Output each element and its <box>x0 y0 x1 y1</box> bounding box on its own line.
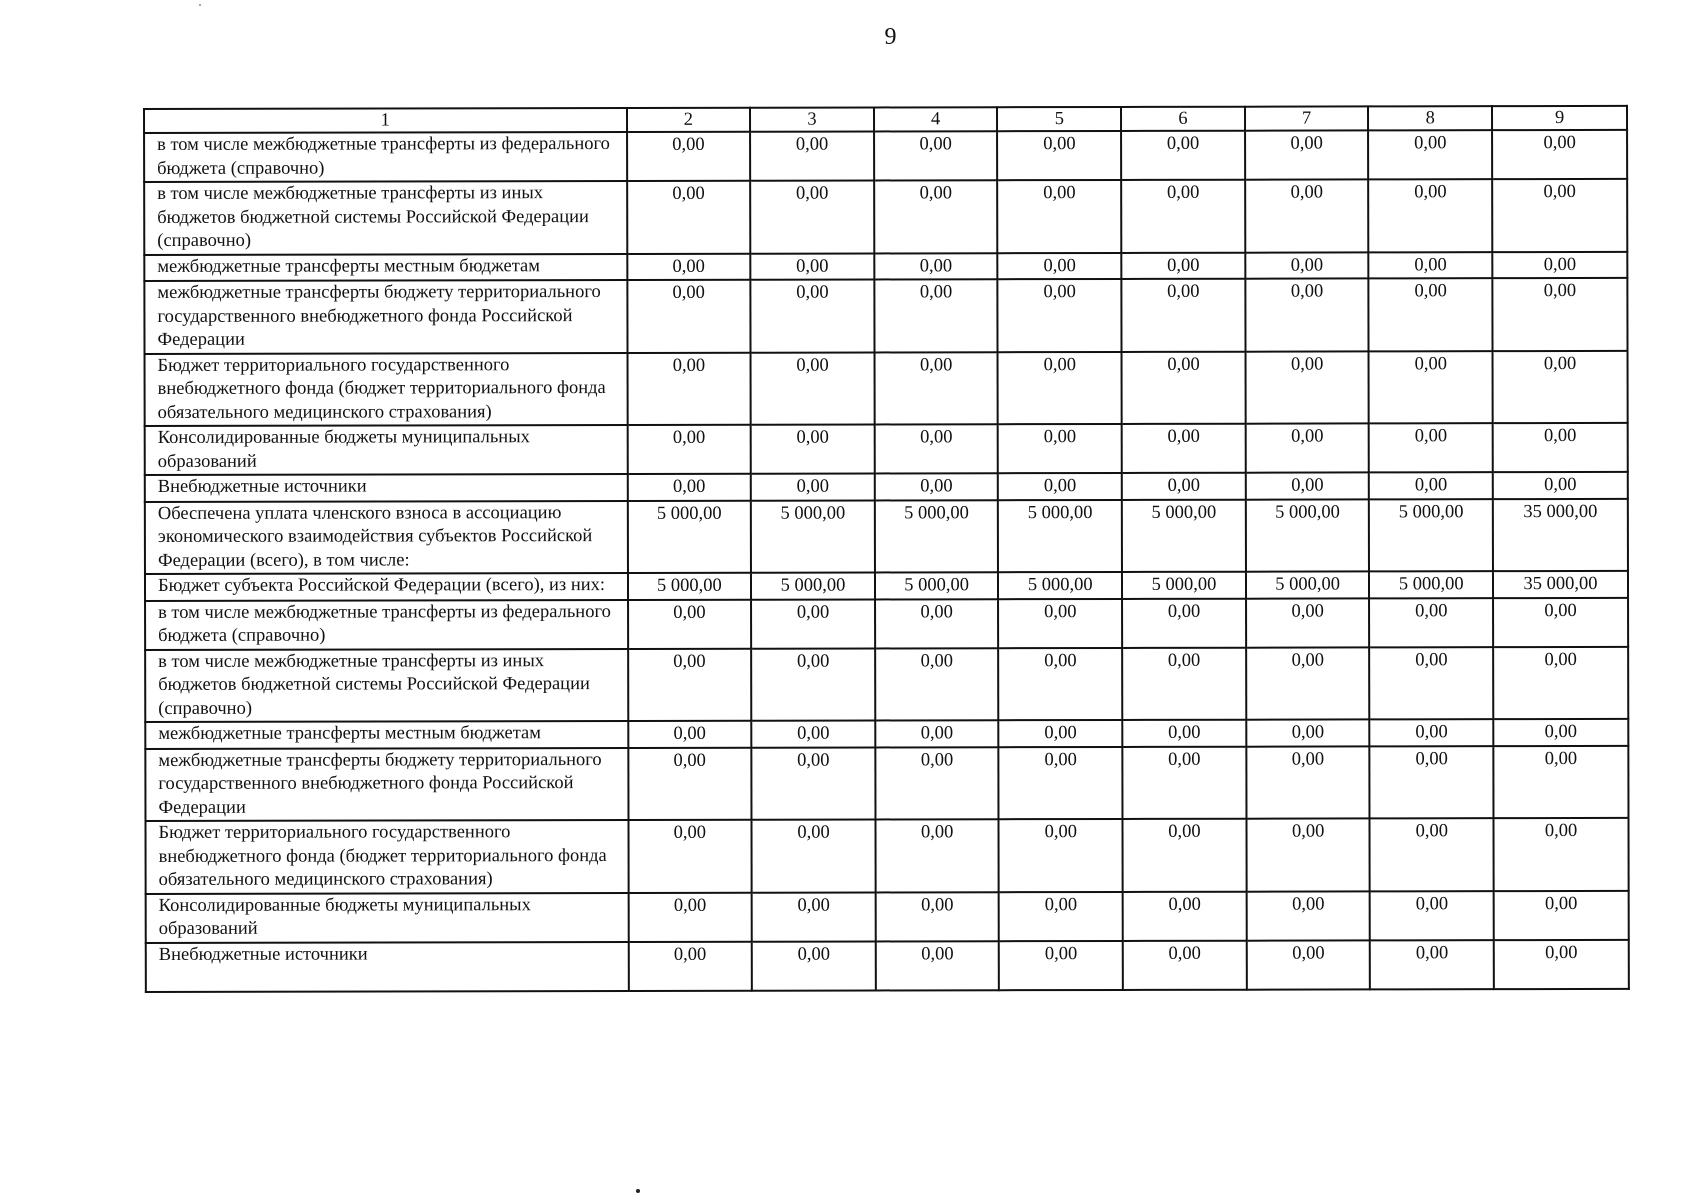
value-cell: 5 000,00 <box>1122 572 1246 599</box>
value-cell: 0,00 <box>999 746 1123 819</box>
value-cell: 0,00 <box>875 720 999 747</box>
value-cell: 5 000,00 <box>875 572 999 599</box>
column-header-5: 5 <box>997 107 1121 131</box>
value-cell: 0,00 <box>1492 130 1627 179</box>
value-cell: 0,00 <box>627 181 751 254</box>
table-row <box>145 646 1628 722</box>
column-header-4: 4 <box>874 107 998 131</box>
value-cell: 0,00 <box>627 253 751 280</box>
value-cell: 0,00 <box>1370 746 1494 819</box>
row-label: Бюджет территориального государственного внебюджетного фонда (бюджет территориального фонда обязательного медицинского страхования) <box>145 352 628 426</box>
column-header-9: 9 <box>1492 106 1627 130</box>
value-cell: 0,00 <box>1494 818 1629 891</box>
value-cell: 0,00 <box>752 892 876 941</box>
value-cell: 0,00 <box>1247 940 1371 989</box>
value-cell: 5 000,00 <box>1246 499 1370 572</box>
value-cell: 0,00 <box>627 474 751 501</box>
value-cell: 0,00 <box>628 892 752 941</box>
value-cell: 0,00 <box>1493 472 1628 499</box>
value-cell: 0,00 <box>1494 890 1629 939</box>
value-cell: 0,00 <box>750 253 874 280</box>
row-label: Обеспечена уплата членского взноса в ассоциацию экономического взаимодействия субъектов Российской Федерации (всего), в том числе: <box>145 500 628 574</box>
page-number: 9 <box>884 24 897 50</box>
value-cell: 0,00 <box>752 941 876 990</box>
value-cell: 0,00 <box>1121 180 1245 253</box>
value-cell: 5 000,00 <box>751 572 875 599</box>
budget-table <box>143 105 1630 993</box>
value-cell: 0,00 <box>1123 819 1247 892</box>
value-cell: 0,00 <box>1245 130 1369 179</box>
value-cell: 5 000,00 <box>627 500 751 573</box>
value-cell: 0,00 <box>1122 598 1246 647</box>
row-label: Бюджет территориального государственного внебюджетного фонда (бюджет территориального фонда обязательного медицинского страхования) <box>145 820 628 894</box>
value-cell: 0,00 <box>1492 179 1627 252</box>
value-cell: 0,00 <box>1493 597 1628 646</box>
value-cell: 0,00 <box>1121 279 1245 352</box>
value-cell: 0,00 <box>1246 647 1370 720</box>
value-cell: 0,00 <box>752 819 876 892</box>
value-cell: 0,00 <box>751 424 875 473</box>
value-cell: 0,00 <box>1121 252 1245 279</box>
value-cell: 35 000,00 <box>1493 571 1628 598</box>
value-cell: 0,00 <box>1493 745 1628 818</box>
row-label: в том числе межбюджетные трансферты из иных бюджетов бюджетной системы Российской Федерации (справочно) <box>145 648 628 722</box>
value-cell: 0,00 <box>1122 720 1246 747</box>
value-cell: 0,00 <box>998 351 1122 424</box>
table-row <box>145 597 1628 649</box>
scan-speck <box>199 4 201 6</box>
row-label: межбюджетные трансферты бюджету территориального государственного внебюджетного фонда Российской Федерации <box>145 747 628 821</box>
value-cell: 0,00 <box>998 473 1122 500</box>
table-row <box>145 498 1628 574</box>
value-cell: 0,00 <box>874 424 998 473</box>
value-cell: 0,00 <box>875 648 999 721</box>
value-cell: 5 000,00 <box>1122 499 1246 572</box>
value-cell: 0,00 <box>1245 423 1369 472</box>
value-cell: 0,00 <box>1493 719 1628 746</box>
value-cell: 0,00 <box>999 647 1123 720</box>
value-cell: 0,00 <box>999 940 1123 989</box>
value-cell: 5 000,00 <box>998 499 1122 572</box>
column-header-7: 7 <box>1245 106 1369 130</box>
value-cell: 0,00 <box>751 747 875 820</box>
value-cell: 0,00 <box>628 820 752 893</box>
value-cell: 0,00 <box>627 132 751 181</box>
value-cell: 0,00 <box>1369 278 1493 351</box>
value-cell: 0,00 <box>874 352 998 425</box>
value-cell: 0,00 <box>751 473 875 500</box>
value-cell: 0,00 <box>1122 647 1246 720</box>
table-body <box>144 130 1629 992</box>
row-label: межбюджетные трансферты местным бюджетам <box>144 253 627 281</box>
value-cell: 0,00 <box>998 424 1122 473</box>
value-cell: 5 000,00 <box>998 572 1122 599</box>
column-header-1: 1 <box>144 108 627 133</box>
value-cell: 5 000,00 <box>875 500 999 573</box>
value-cell: 0,00 <box>1245 278 1369 351</box>
table-row <box>145 571 1628 601</box>
row-label: Бюджет субъекта Российской Федерации (всего), из них: <box>145 573 628 601</box>
table-row <box>145 423 1628 475</box>
value-cell: 0,00 <box>1245 252 1369 279</box>
row-label: Консолидированные бюджеты муниципальных образований <box>145 425 628 475</box>
table-row <box>144 278 1627 354</box>
value-cell: 0,00 <box>999 891 1123 940</box>
value-cell: 0,00 <box>999 720 1123 747</box>
document-sheet <box>143 105 1630 993</box>
value-cell: 0,00 <box>1122 473 1246 500</box>
value-cell: 0,00 <box>1493 423 1628 472</box>
value-cell: 0,00 <box>1368 130 1492 179</box>
value-cell: 0,00 <box>874 180 998 253</box>
value-cell: 0,00 <box>1245 351 1369 424</box>
value-cell: 0,00 <box>750 180 874 253</box>
row-label: в том числе межбюджетные трансферты из федерального бюджета (справочно) <box>144 132 627 182</box>
value-cell: 0,00 <box>751 279 875 352</box>
row-label: межбюджетные трансферты местным бюджетам <box>145 721 628 749</box>
value-cell: 0,00 <box>998 279 1122 352</box>
value-cell: 0,00 <box>628 941 752 990</box>
value-cell: 0,00 <box>998 180 1122 253</box>
table-row <box>145 350 1628 426</box>
value-cell: 0,00 <box>628 747 752 820</box>
value-cell: 0,00 <box>1369 598 1493 647</box>
value-cell: 0,00 <box>628 599 752 648</box>
table-row <box>146 890 1629 942</box>
value-cell: 0,00 <box>1370 940 1494 989</box>
row-label: в том числе межбюджетные трансферты из иных бюджетов бюджетной системы Российской Федерации (справочно) <box>144 181 627 255</box>
value-cell: 0,00 <box>1493 350 1628 423</box>
row-label: в том числе межбюджетные трансферты из федерального бюджета (справочно) <box>145 599 628 649</box>
row-label: Внебюджетные источники <box>146 941 629 991</box>
value-cell: 0,00 <box>999 819 1123 892</box>
value-cell: 0,00 <box>1494 939 1629 988</box>
row-label: Внебюджетные источники <box>145 474 628 502</box>
table-row <box>145 818 1628 894</box>
value-cell: 0,00 <box>998 598 1122 647</box>
value-cell: 0,00 <box>1122 424 1246 473</box>
value-cell: 0,00 <box>627 280 751 353</box>
row-label: межбюджетные трансферты бюджету территориального государственного внебюджетного фонда Российской Федерации <box>144 280 627 354</box>
value-cell: 0,00 <box>1369 472 1493 499</box>
value-cell: 0,00 <box>874 279 998 352</box>
value-cell: 5 000,00 <box>1369 499 1493 572</box>
value-cell: 0,00 <box>751 720 875 747</box>
column-header-2: 2 <box>627 108 751 132</box>
value-cell: 0,00 <box>750 131 874 180</box>
value-cell: 0,00 <box>1246 719 1370 746</box>
table-row <box>145 745 1628 821</box>
value-cell: 0,00 <box>751 648 875 721</box>
table-row <box>145 719 1628 749</box>
value-cell: 0,00 <box>1369 351 1493 424</box>
value-cell: 0,00 <box>628 648 752 721</box>
value-cell: 5 000,00 <box>1246 571 1370 598</box>
value-cell: 0,00 <box>751 599 875 648</box>
header-row <box>144 106 1627 133</box>
value-cell: 0,00 <box>1369 252 1493 279</box>
value-cell: 0,00 <box>627 425 751 474</box>
value-cell: 0,00 <box>1246 472 1370 499</box>
value-cell: 0,00 <box>1492 278 1627 351</box>
value-cell: 5 000,00 <box>627 573 751 600</box>
value-cell: 0,00 <box>875 819 999 892</box>
value-cell: 0,00 <box>1121 131 1245 180</box>
value-cell: 0,00 <box>1246 818 1370 891</box>
value-cell: 0,00 <box>1370 818 1494 891</box>
value-cell: 0,00 <box>998 252 1122 279</box>
value-cell: 0,00 <box>874 253 998 280</box>
value-cell: 5 000,00 <box>751 500 875 573</box>
value-cell: 0,00 <box>1123 891 1247 940</box>
table-row <box>144 251 1627 281</box>
value-cell: 0,00 <box>628 721 752 748</box>
value-cell: 0,00 <box>875 599 999 648</box>
value-cell: 0,00 <box>1245 179 1369 252</box>
value-cell: 0,00 <box>1493 646 1628 719</box>
table-row <box>144 179 1627 255</box>
value-cell: 0,00 <box>1370 891 1494 940</box>
table-row <box>144 130 1627 182</box>
value-cell: 0,00 <box>1246 746 1370 819</box>
value-cell: 0,00 <box>1246 891 1370 940</box>
table-row <box>146 939 1629 991</box>
value-cell: 0,00 <box>1122 351 1246 424</box>
value-cell: 0,00 <box>1369 179 1493 252</box>
value-cell: 0,00 <box>1122 746 1246 819</box>
value-cell: 0,00 <box>998 131 1122 180</box>
value-cell: 0,00 <box>875 473 999 500</box>
value-cell: 0,00 <box>1370 647 1494 720</box>
column-header-8: 8 <box>1368 106 1492 130</box>
row-label: Консолидированные бюджеты муниципальных образований <box>146 892 629 942</box>
value-cell: 0,00 <box>875 892 999 941</box>
value-cell: 0,00 <box>1492 251 1627 278</box>
value-cell: 0,00 <box>1370 719 1494 746</box>
value-cell: 0,00 <box>1369 423 1493 472</box>
scan-speck <box>636 1189 640 1193</box>
column-header-3: 3 <box>750 107 874 131</box>
table-row <box>145 472 1628 502</box>
value-cell: 35 000,00 <box>1493 498 1628 571</box>
value-cell: 5 000,00 <box>1369 571 1493 598</box>
value-cell: 0,00 <box>876 941 1000 990</box>
value-cell: 0,00 <box>1123 940 1247 989</box>
value-cell: 0,00 <box>751 352 875 425</box>
value-cell: 0,00 <box>875 747 999 820</box>
value-cell: 0,00 <box>1246 598 1370 647</box>
value-cell: 0,00 <box>627 352 751 425</box>
value-cell: 0,00 <box>874 131 998 180</box>
column-header-6: 6 <box>1121 107 1245 131</box>
